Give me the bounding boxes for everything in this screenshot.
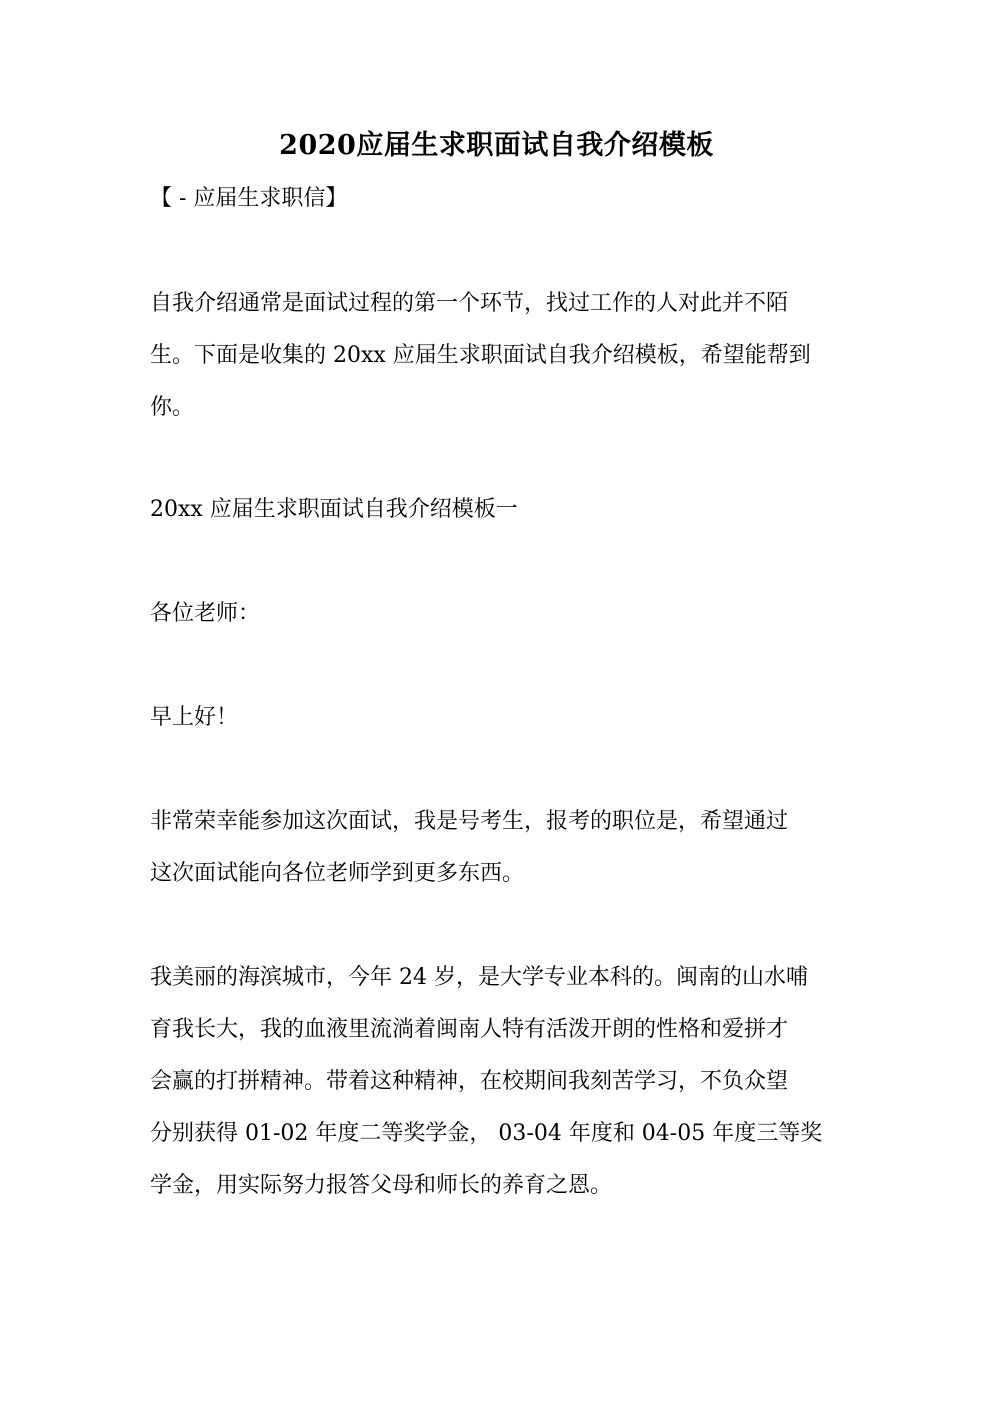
paragraph-line: 你。 xyxy=(150,395,195,420)
paragraph-line: 自我介绍通常是面试过程的第一个环节，找过工作的人对此并不陌 xyxy=(150,291,789,316)
greeting-text: 各位老师： xyxy=(150,601,261,626)
paragraph-line: 生。下面是收集的 20xx 应届生求职面试自我介绍模板，希望能帮到 xyxy=(150,343,811,368)
document-title: 2020应届生求职面试自我介绍模板 xyxy=(279,130,714,161)
category-tag: 【 - 应届生求职信】 xyxy=(150,186,348,211)
paragraph-line: 非常荣幸能参加这次面试，我是号考生，报考的职位是，希望通过 xyxy=(150,809,789,834)
morning-paragraph xyxy=(150,692,850,744)
paragraph-line: 会赢的打拼精神。带着这种精神，在校期间我刻苦学习，不负众望 xyxy=(150,1069,789,1094)
paragraph-line: 这次面试能向各位老师学到更多东西。 xyxy=(150,861,525,886)
paragraph-line: 我美丽的海滨城市，今年 24 岁，是大学专业本科的。闽南的山水哺 xyxy=(150,965,808,990)
intro-paragraph xyxy=(150,278,850,434)
paragraph-line: 分别获得 01-02 年度二等奖学金， 03-04 年度和 04-05 年度三等奖 xyxy=(150,1121,823,1146)
morning-text: 早上好！ xyxy=(150,705,239,730)
opening-paragraph xyxy=(150,796,850,900)
paragraph-line: 学金，用实际努力报答父母和师长的养育之恩。 xyxy=(150,1173,613,1198)
section-heading xyxy=(150,484,850,536)
paragraph-line: 育我长大，我的血液里流淌着闽南人特有活泼开朗的性格和爱拼才 xyxy=(150,1017,789,1042)
section-heading-text: 20xx 应届生求职面试自我介绍模板一 xyxy=(150,497,518,522)
background-paragraph xyxy=(150,952,850,1212)
greeting-paragraph xyxy=(150,588,850,640)
